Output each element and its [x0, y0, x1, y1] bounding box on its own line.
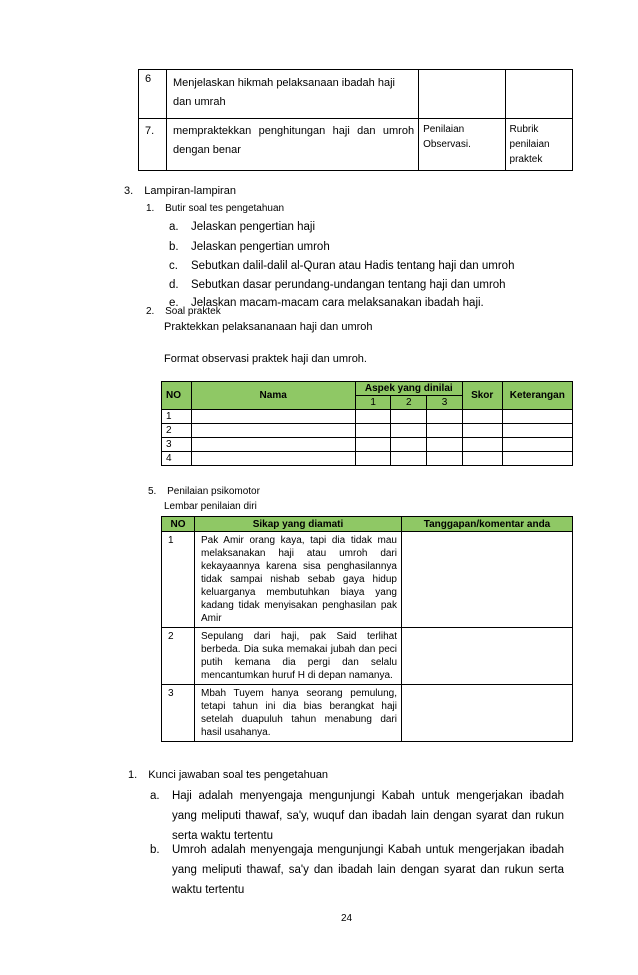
row-method: Penilaian Observasi. [419, 119, 505, 171]
cell-no: 3 [162, 685, 195, 742]
section-number: 5. [148, 486, 157, 497]
cell-aspek-3[interactable] [427, 452, 463, 466]
page-number: 24 [341, 913, 353, 924]
item-letter: b. [169, 241, 179, 253]
cell-aspek-2[interactable] [391, 410, 427, 424]
header-no: NO [162, 382, 192, 410]
cell-no: 3 [162, 438, 192, 452]
row-tool: Rubrik penilaian praktek [505, 119, 572, 171]
header-no: NO [162, 517, 195, 532]
answer-item [150, 786, 564, 846]
cell-nama[interactable] [191, 438, 355, 452]
list-item [169, 221, 315, 233]
header-aspek: Aspek yang dinilai [355, 382, 462, 396]
cell-aspek-3[interactable] [427, 410, 463, 424]
section-heading [148, 486, 260, 497]
table-row [139, 70, 573, 119]
subsection-heading [146, 203, 284, 214]
header-sikap: Sikap yang diamati [195, 517, 402, 532]
section-heading [124, 185, 236, 197]
cell-tanggapan[interactable] [402, 685, 573, 742]
table-row [162, 410, 573, 424]
list-item [169, 260, 514, 272]
cell-no: 1 [162, 532, 195, 628]
cell-nama[interactable] [191, 424, 355, 438]
cell-no: 2 [162, 628, 195, 685]
subsection-title: Soal praktek [165, 306, 221, 317]
cell-sikap: Mbah Tuyem hanya seorang pemulung, tetapi tahun ini dia bias berangkat haji setelah duapuluh tahun menabung dari hasil usahanya. [195, 685, 402, 742]
table-row [162, 685, 573, 742]
cell-skor[interactable] [462, 410, 502, 424]
cell-aspek-3[interactable] [427, 424, 463, 438]
cell-tanggapan[interactable] [402, 628, 573, 685]
table-row [162, 424, 573, 438]
answer-key-number: 1. [128, 769, 138, 781]
header-tanggapan: Tanggapan/komentar anda [402, 517, 573, 532]
answer-text: Haji adalah menyengaja mengunjungi Kabah untuk mengerjakan ibadah yang meliputi thawaf, sa'y, wuquf dan ibadah lain dengan syarat dan rukun serta waktu tertentu [172, 790, 564, 842]
table-header-row [162, 382, 573, 396]
section-number: 3. [124, 185, 134, 197]
table-header-row [162, 517, 573, 532]
subsection-number: 1. [146, 203, 155, 214]
assessment-table [138, 69, 573, 171]
row-description: Menjelaskan hikmah pelaksanaan ibadah haji dan umrah [166, 70, 418, 119]
answer-text: Umroh adalah menyengaja mengunjungi Kabah untuk mengerjakan ibadah yang meliputi thawaf, sa'y dan ibadah lain dengan syarat dan rukun serta waktu tertentu [172, 844, 564, 896]
item-text: Jelaskan pengertian umroh [191, 241, 330, 253]
row-number: 6 [139, 70, 167, 119]
item-text: Sebutkan dasar perundang-undangan tentang haji dan umroh [191, 279, 506, 291]
subsection-heading [146, 306, 221, 317]
answer-letter: a. [150, 790, 160, 802]
section-title: Lampiran-lampiran [144, 185, 236, 197]
cell-no: 2 [162, 424, 192, 438]
cell-aspek-2[interactable] [391, 452, 427, 466]
cell-skor[interactable] [462, 424, 502, 438]
subsection-number: 2. [146, 306, 155, 317]
cell-sikap: Sepulang dari haji, pak Said terlihat berbeda. Dia suka memakai jubah dan peci putih kemana dia pergi dan selalu mencantumkan huruf H di depan namanya. [195, 628, 402, 685]
cell-no: 1 [162, 410, 192, 424]
answer-key-heading [128, 769, 328, 781]
self-assessment-table [161, 516, 573, 742]
answer-letter: b. [150, 844, 160, 856]
cell-keterangan[interactable] [502, 438, 572, 452]
answer-key-title: Kunci jawaban soal tes pengetahuan [148, 769, 329, 781]
cell-aspek-2[interactable] [391, 424, 427, 438]
section-subtitle: Lembar penilaian diri [164, 501, 257, 512]
cell-keterangan[interactable] [502, 452, 572, 466]
item-letter: a. [169, 221, 179, 233]
cell-aspek-1[interactable] [355, 452, 391, 466]
item-text: Jelaskan pengertian haji [191, 221, 316, 233]
header-aspek-2: 2 [391, 396, 427, 410]
cell-keterangan[interactable] [502, 424, 572, 438]
item-letter: d. [169, 279, 179, 291]
table-row [139, 119, 573, 171]
item-letter: c. [169, 260, 178, 272]
section-title: Penilaian psikomotor [167, 486, 260, 497]
cell-aspek-1[interactable] [355, 438, 391, 452]
row-description: mempraktekkan penghitungan haji dan umroh dengan benar [166, 119, 418, 171]
practice-instruction: Praktekkan pelaksananaan haji dan umroh [164, 321, 373, 333]
header-skor: Skor [462, 382, 502, 410]
cell-nama[interactable] [191, 452, 355, 466]
header-keterangan: Keterangan [502, 382, 572, 410]
item-text: Jelaskan macam-macam cara melaksanakan ibadah haji. [191, 297, 484, 309]
item-text: Sebutkan dalil-dalil al-Quran atau Hadis tentang haji dan umroh [191, 260, 515, 272]
item-letter: e. [169, 297, 179, 309]
cell-keterangan[interactable] [502, 410, 572, 424]
table-row [162, 532, 573, 628]
cell-skor[interactable] [462, 452, 502, 466]
subsection-title: Butir soal tes pengetahuan [165, 203, 285, 214]
cell-aspek-3[interactable] [427, 438, 463, 452]
list-item [169, 241, 330, 253]
list-item [169, 279, 506, 291]
cell-no: 4 [162, 452, 192, 466]
table-row [162, 628, 573, 685]
cell-aspek-2[interactable] [391, 438, 427, 452]
cell-aspek-1[interactable] [355, 410, 391, 424]
header-nama: Nama [191, 382, 355, 410]
row-tool [505, 70, 572, 119]
row-method [419, 70, 505, 119]
observation-table [161, 381, 573, 466]
answer-item [150, 840, 564, 900]
cell-nama[interactable] [191, 410, 355, 424]
cell-skor[interactable] [462, 438, 502, 452]
header-aspek-1: 1 [355, 396, 391, 410]
observation-format-label: Format observasi praktek haji dan umroh. [164, 353, 367, 365]
table-row [162, 452, 573, 466]
row-number: 7. [139, 119, 167, 171]
cell-aspek-1[interactable] [355, 424, 391, 438]
cell-tanggapan[interactable] [402, 532, 573, 628]
table-row [162, 438, 573, 452]
header-aspek-3: 3 [427, 396, 463, 410]
cell-sikap: Pak Amir orang kaya, tapi dia tidak mau melaksanakan haji atau umroh dari kekayaannya karena sisa penghasilannya tidak sampai nishab sebab gaya hidup keluarganya membutuhkan biaya yang kadang tidak menyisakan penghasilan pak Amir [195, 532, 402, 628]
